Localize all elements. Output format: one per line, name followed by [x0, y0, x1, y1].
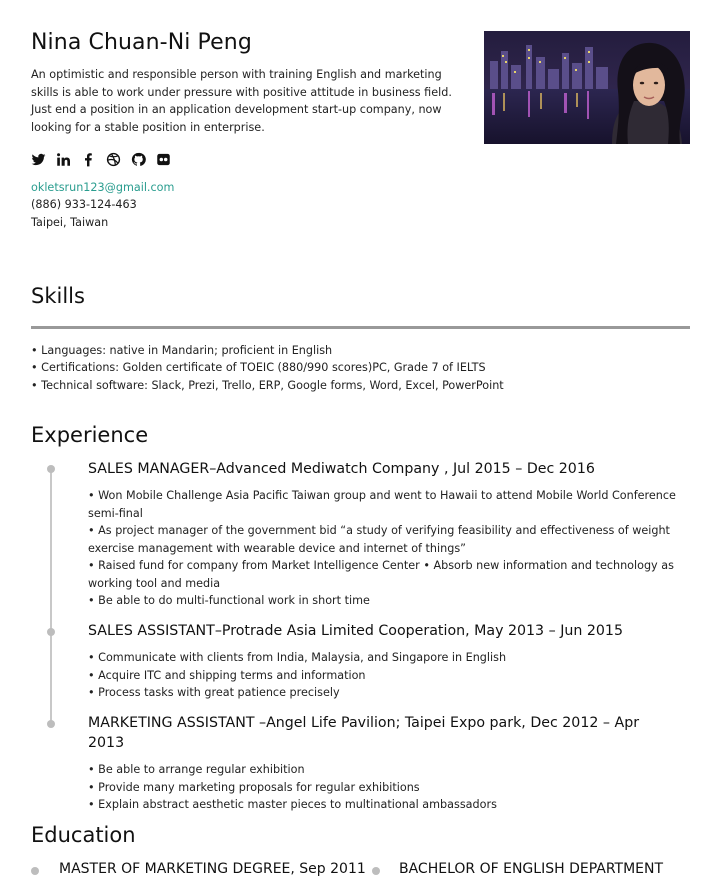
person-name: Nina Chuan-Ni Peng [31, 30, 252, 55]
phone-number: (886) 933-124-463 [31, 198, 137, 212]
job-bullet: • Won Mobile Challenge Asia Pacific Taiwan group and went to Hawaii to attend Mobile World Conference semi-final [88, 489, 676, 520]
social-links [31, 150, 471, 168]
profile-header [31, 30, 471, 231]
linkedin-icon[interactable] [56, 152, 71, 167]
job-bullets [88, 487, 678, 610]
job-entry [88, 459, 678, 610]
timeline-dot [31, 867, 39, 875]
job-bullets [88, 761, 678, 814]
github-icon[interactable] [131, 152, 146, 167]
job-bullet: • Be able to do multi-functional work in short time [88, 594, 370, 607]
education-entry: MASTER OF MARKETING DEGREE, Sep 2011 [59, 861, 366, 877]
experience-heading: Experience [31, 423, 149, 447]
skill-item: • Technical software: Slack, Prezi, Trello, ERP, Google forms, Word, Excel, PowerPoint [31, 378, 504, 392]
job-bullet: • Provide many marketing proposals for regular exhibitions [88, 780, 420, 794]
contact-info [31, 179, 471, 231]
facebook-icon[interactable] [81, 152, 96, 167]
dribbble-icon[interactable] [106, 152, 121, 167]
job-bullet: • Explain abstract aesthetic master pieces to multinational ambassadors [88, 798, 497, 811]
job-title: MARKETING ASSISTANT –Angel Life Pavilion; Taipei Expo park, Dec 2012 – Apr 2013 [88, 715, 640, 751]
job-bullet: • As project manager of the government bid “a study of verifying feasibility and effectiveness of weight exercise management with wearable device and internet of things” [88, 524, 670, 555]
job-bullet: • Communicate with clients from India, Malaysia, and Singapore in English [88, 651, 507, 664]
flickr-icon[interactable] [156, 152, 171, 167]
timeline-dot [47, 628, 55, 636]
timeline-dot [47, 720, 55, 728]
email-link[interactable]: okletsrun123@gmail.com [31, 181, 175, 194]
job-bullet: • Process tasks with great patience precisely [88, 686, 340, 699]
job-bullets [88, 649, 678, 702]
job-bullet: • Raised fund for company from Market Intelligence Center • Absorb new information and technology as working tool and media [88, 559, 674, 590]
twitter-icon[interactable] [31, 152, 46, 167]
education-entry: BACHELOR OF ENGLISH DEPARTMENT [399, 861, 664, 877]
job-entry [88, 713, 678, 814]
education-heading: Education [31, 823, 136, 847]
skill-item: • Certifications: Golden certificate of TOEIC (880/990 scores)PC, Grade 7 of IELTS [31, 361, 486, 375]
skills-divider [31, 326, 690, 329]
skills-list [31, 342, 504, 394]
education-list [31, 858, 711, 878]
profile-photo [484, 31, 690, 144]
job-bullet: • Be able to arrange regular exhibition [88, 763, 305, 776]
job-bullet: • Acquire ITC and shipping terms and information [88, 668, 366, 682]
job-title: SALES ASSISTANT–Protrade Asia Limited Cooperation, May 2013 – Jun 2015 [88, 623, 623, 639]
job-title: SALES MANAGER–Advanced Mediwatch Company , Jul 2015 – Dec 2016 [88, 461, 595, 477]
job-entry [88, 621, 678, 702]
location: Taipei, Taiwan [31, 215, 109, 229]
timeline-dot [47, 465, 55, 473]
profile-summary: An optimistic and responsible person with training English and marketing skills is able to work under pressure with positive attitude in business field. Just end a position in an application development start-up company, now looking for a stable position in enterprise. [31, 68, 452, 134]
skills-heading: Skills [31, 284, 85, 308]
timeline-line [50, 468, 52, 724]
timeline-dot [372, 867, 380, 875]
skill-item: • Languages: native in Mandarin; proficient in English [31, 344, 333, 357]
